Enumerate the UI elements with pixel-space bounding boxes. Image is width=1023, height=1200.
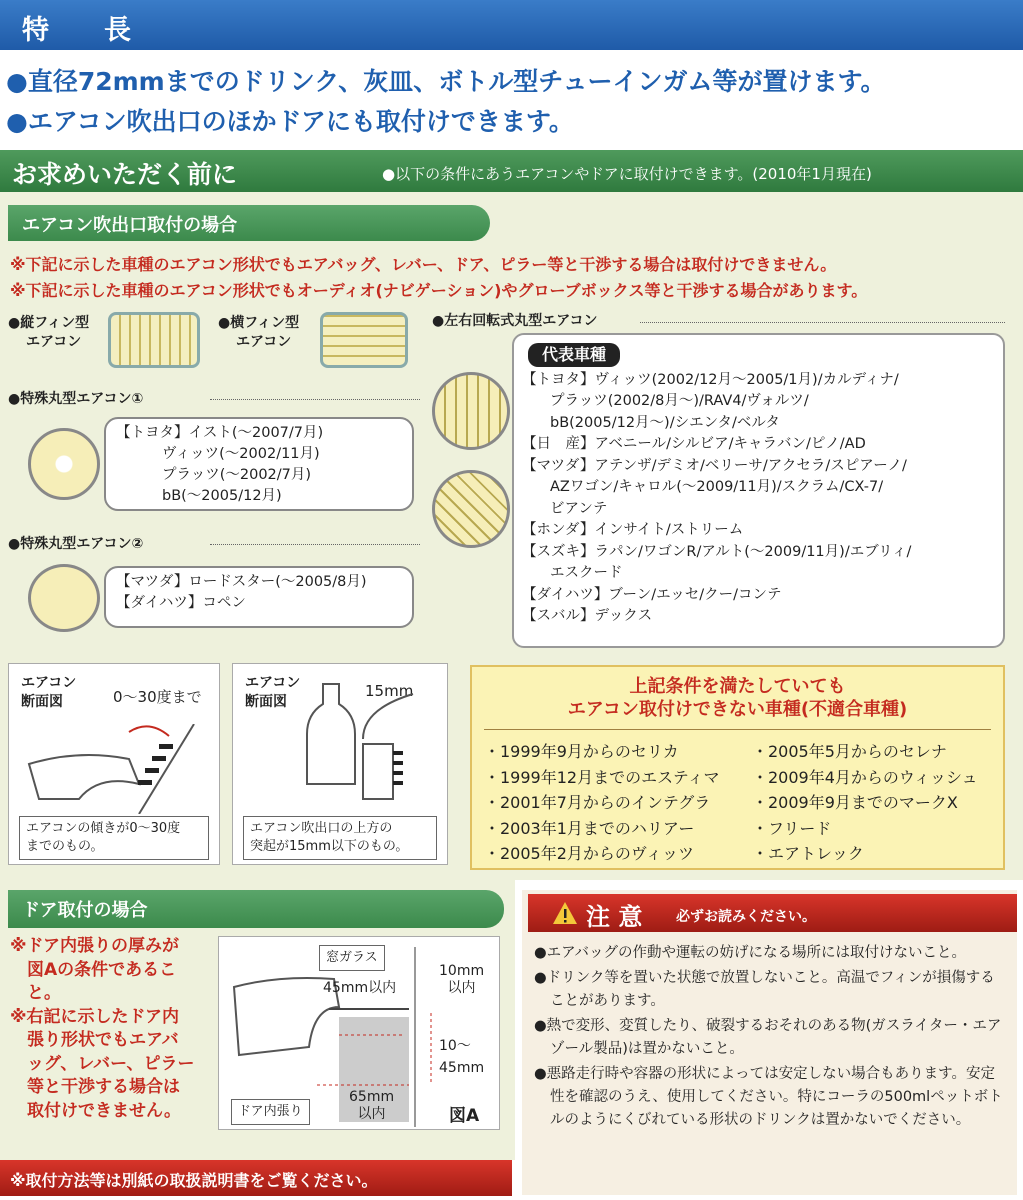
- horizontal-fin-vent-icon: [320, 312, 408, 368]
- before-note: ●以下の条件にあうエアコンやドアに取付けできます。(2010年1月現在): [382, 165, 872, 183]
- depth-65-label: 65mm 以内: [349, 1089, 395, 1122]
- incompatible-model: ・2001年7月からのインテグラ: [484, 793, 711, 812]
- model-line: 【スズキ】ラパン/ワゴンR/アルト(～2009/11月)/エブリィ/: [522, 543, 912, 560]
- aircon-section-title: エアコン吹出口取付の場合: [8, 205, 490, 241]
- model-line: エスクード: [550, 565, 623, 581]
- figure-name: 図A: [449, 1106, 480, 1126]
- incompatible-model: ・2005年2月からのヴィッツ: [484, 844, 694, 863]
- footer-note: ※取付方法等は別紙の取扱説明書をご覧ください。: [0, 1160, 512, 1196]
- divider: [640, 322, 1005, 323]
- model-line: 【マツダ】アテンザ/デミオ/ベリーサ/アクセラ/スピアーノ/: [522, 457, 907, 474]
- bottle-cross-section-illustration: [293, 679, 443, 819]
- rotary-vent-diagonal-icon: [432, 470, 510, 548]
- incompatible-model: ・2005年5月からのセレナ: [752, 742, 947, 761]
- glass-label: 窓ガラス: [319, 945, 385, 971]
- door-note-line: 取付けできません。: [27, 1100, 182, 1121]
- divider: [210, 544, 420, 545]
- angle-label: 0～30度まで: [113, 688, 202, 706]
- door-notes: [10, 935, 194, 1123]
- door-note-line: ※ドア内張りの厚みが: [10, 936, 180, 956]
- gap-label: 15mm: [365, 682, 414, 700]
- feature-2: ●エアコン吹出口のほかドアにも取付けできます。: [6, 107, 574, 136]
- model-line: 【ホンダ】インサイト/ストリーム: [522, 522, 744, 538]
- door-note-line: と。: [27, 983, 61, 1003]
- special1-models: 【トヨタ】イスト(～2007/7月) ヴィッツ(～2002/11月) プラッツ(～2002/7月) bB(～2005/12月): [104, 417, 414, 511]
- door-note-line: ※右記に示したドア内: [10, 1006, 180, 1027]
- aircon-warning-1: ※下記に示した車種のエアコン形状でもエアバッグ、レバー、ドア、ピラー等と干渉する場合は取付けできません。: [10, 255, 837, 274]
- special2-models: 【マツダ】ロードスター(～2005/8月) 【ダイハツ】コペン: [104, 566, 414, 628]
- rotary-vent-vertical-icon: [432, 372, 510, 450]
- incompatible-title: 上記条件を満たしていても エアコン取付けできない車種(不適合車種): [567, 676, 908, 720]
- incompatible-models-box: [470, 665, 1005, 870]
- before-title: お求めいただく前に: [12, 160, 238, 189]
- model-line: ビアンテ: [550, 500, 608, 517]
- divider: [210, 399, 420, 400]
- model-line: 【スバル】デックス: [522, 608, 653, 624]
- models-title: 代表車種: [528, 343, 620, 367]
- vertical-fin-vent-icon: [108, 312, 200, 368]
- incompatible-model: ・1999年12月までのエスティマ: [484, 767, 720, 787]
- thickness-label: 10～ 45mm: [439, 1038, 485, 1076]
- caution-item: ●悪路走行時や容器の形状によっては安定しない場合もあります。安定性を確認のうえ、使用してください。特にコーラの500mlペットボトルのようにくびれている形状のドリンクは置かないでください。: [534, 1066, 1003, 1128]
- features-header: 特 長: [0, 0, 1023, 50]
- door-figure-a: [218, 936, 500, 1130]
- before-purchase-header: [0, 150, 1023, 192]
- representative-models-box: [512, 333, 1005, 648]
- depth-45-label: 45mm以内: [323, 980, 397, 996]
- door-panel-label: ドア内張り: [231, 1099, 310, 1125]
- special-round-vent-1-icon: [28, 428, 100, 500]
- model-line: 【日 産】アベニール/シルビア/キャラバン/ピノ/AD: [522, 436, 866, 452]
- door-note-line: 図Aの条件であるこ: [27, 959, 177, 980]
- incompatible-model: ・2009年4月からのウィッシュ: [752, 767, 978, 787]
- special2-label: ●特殊丸型エアコン②: [8, 536, 144, 552]
- caution-item: ●エアバッグの作動や運転の妨げになる場所には取付けないこと。: [534, 945, 966, 961]
- caution-item: ●熱で変形、変質したり、破裂するおそれのある物(ガスライター・エアゾール製品)は置かないこと。: [534, 1018, 1002, 1057]
- feature-1: ●直径72mmまでのドリンク、灰皿、ボトル型チューインガム等が置けます。: [6, 67, 886, 96]
- warning-icon: [552, 901, 578, 925]
- special1-label: ●特殊丸型エアコン①: [8, 391, 144, 407]
- door-note-line: 等と干渉する場合は: [27, 1077, 180, 1097]
- caution-header: [528, 894, 1017, 932]
- caution-item: ●ドリンク等を置いた状態で放置しないこと。高温でフィンが損傷することがあります。: [534, 970, 995, 1009]
- model-line: プラッツ(2002/8月～)/RAV4/ヴォルツ/: [550, 393, 809, 409]
- incompatible-model: ・1999年9月からのセリカ: [484, 742, 679, 761]
- incompatible-model: ・2009年9月までのマークX: [752, 793, 958, 812]
- rotary-label: ●左右回転式丸型エアコン: [432, 313, 598, 329]
- aircon-diagram-protrusion: エアコン 断面図 15mm エアコン吹出口の上方の 突起が15mm以下のもの。: [232, 663, 448, 865]
- incompatible-model: ・フリード: [752, 818, 832, 838]
- incompatible-model: ・エアトレック: [752, 844, 864, 863]
- caution-box: [522, 890, 1017, 1195]
- special-round-vent-2-icon: [28, 564, 100, 632]
- horizontal-fin-label: ●横フィン型 エアコン: [218, 315, 300, 350]
- door-section-title: ドア取付の場合: [8, 890, 504, 928]
- door-note-line: 張り形状でもエアバ: [27, 1030, 179, 1050]
- protrusion-caption: エアコン吹出口の上方の 突起が15mm以下のもの。: [243, 816, 437, 860]
- model-line: AZワゴン/キャロル(～2009/11月)/スクラム/CX-7/: [550, 479, 884, 495]
- vertical-fin-label: ●縦フィン型 エアコン: [8, 315, 90, 350]
- caution-title: 注 意: [586, 903, 643, 931]
- model-line: 【ダイハツ】ブーン/エッセ/クー/コンテ: [522, 586, 782, 603]
- door-note-line: ッグ、レバー、ピラー: [27, 1053, 195, 1074]
- caution-subtitle: 必ずお読みください。: [676, 909, 816, 925]
- clearance-10-label: 10mm 以内: [439, 963, 485, 996]
- aircon-warning-2: ※下記に示した車種のエアコン形状でもオーディオ(ナビゲーション)やグローブボックス等と干渉する場合があります。: [10, 281, 868, 300]
- aircon-diagram-angle: エアコン 断面図 0～30度まで エアコンの傾きが0～30度 までのもの。: [8, 663, 220, 865]
- model-line: 【トヨタ】ヴィッツ(2002/12月～2005/1月)/カルディナ/: [522, 371, 899, 388]
- angle-caption: エアコンの傾きが0～30度 までのもの。: [19, 816, 209, 860]
- incompatible-model: ・2003年1月までのハリアー: [484, 818, 695, 838]
- angle-cross-section-illustration: [19, 724, 209, 814]
- model-line: bB(2005/12月～)/シエンタ/ベルタ: [550, 414, 780, 431]
